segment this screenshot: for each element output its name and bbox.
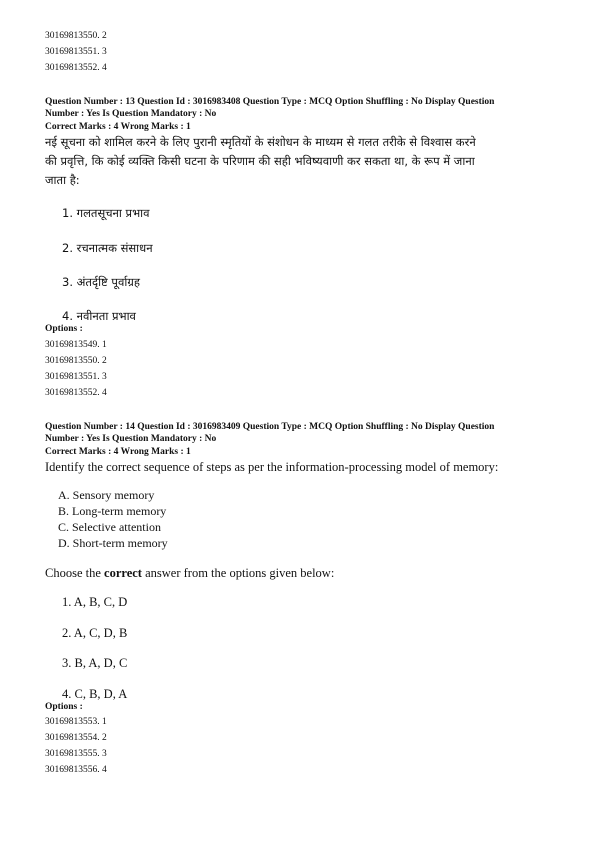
option-id-line: 30169813554. 2 (45, 733, 107, 743)
option-id-line: 30169813553. 1 (45, 717, 107, 727)
question-text: नई सूचना को शामिल करने के लिए पुरानी स्मृतियों के संशोधन के माध्यम से गलत तरीके से विश्वास करने (45, 135, 476, 149)
option-id-line: 30169813551. 3 (45, 47, 107, 57)
answer-choice: 2. रचनात्मक संसाधन (62, 241, 153, 255)
option-id-line: 30169813556. 4 (45, 765, 107, 775)
sequence-item: C. Selective attention (58, 520, 161, 534)
question-text: Identify the correct sequence of steps as per the information-processing model of memory: (45, 460, 499, 474)
instruction-text: Choose the correct answer from the options given below: (45, 566, 335, 580)
answer-choice: 3. B, A, D, C (62, 656, 128, 670)
question-header: Question Number : 14 Question Id : 3016983409 Question Type : MCQ Option Shuffling : No Display Question (45, 422, 495, 432)
option-id-line: 30169813551. 3 (45, 372, 107, 382)
question-header: Number : Yes Is Question Mandatory : No (45, 434, 217, 444)
question-header: Question Number : 13 Question Id : 3016983408 Question Type : MCQ Option Shuffling : No Display Question (45, 97, 495, 107)
answer-choice: 3. अंतर्दृष्टि पूर्वाग्रह (62, 275, 140, 289)
sequence-item: A. Sensory memory (58, 488, 155, 502)
option-id-line: 30169813552. 4 (45, 388, 107, 398)
sequence-item: B. Long-term memory (58, 504, 167, 518)
emphasis-correct: correct (104, 566, 142, 580)
option-id-line: 30169813552. 4 (45, 63, 107, 73)
answer-choice: 4. नवीनता प्रभाव (62, 309, 136, 323)
question-marks: Correct Marks : 4 Wrong Marks : 1 (45, 447, 191, 457)
question-text: जाता है: (45, 173, 80, 187)
question-marks: Correct Marks : 4 Wrong Marks : 1 (45, 122, 191, 132)
answer-choice: 1. A, B, C, D (62, 595, 128, 609)
option-id-line: 30169813550. 2 (45, 356, 107, 366)
option-id-line: 30169813555. 3 (45, 749, 107, 759)
answer-choice: 4. C, B, D, A (62, 687, 128, 701)
sequence-item: D. Short-term memory (58, 536, 168, 550)
answer-choice: 2. A, C, D, B (62, 626, 128, 640)
options-label: Options : (45, 324, 83, 334)
question-text: की प्रवृत्ति, कि कोई व्यक्ति किसी घटना के परिणाम की सही भविष्यवाणी कर सकता था, के रूप में जाना (45, 154, 475, 168)
option-id-line: 30169813550. 2 (45, 31, 107, 41)
option-id-line: 30169813549. 1 (45, 340, 107, 350)
answer-choice: 1. गलतसूचना प्रभाव (62, 206, 150, 220)
options-label: Options : (45, 702, 83, 712)
question-header: Number : Yes Is Question Mandatory : No (45, 109, 217, 119)
